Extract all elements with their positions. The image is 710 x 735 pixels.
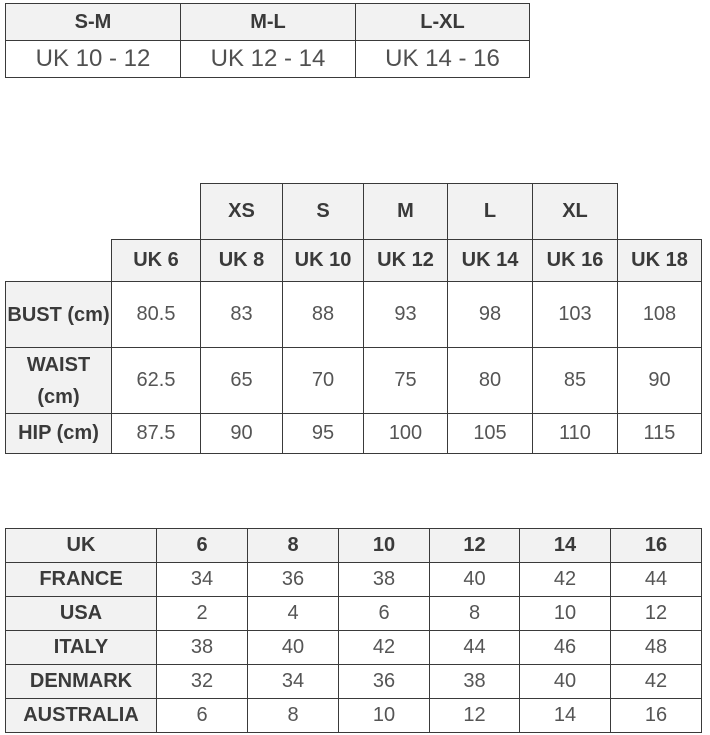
- conversion-value: 44: [430, 631, 520, 665]
- uk-size-header: UK 8: [201, 240, 283, 282]
- waist-value: 85: [533, 348, 618, 414]
- uk-size-header: UK 10: [283, 240, 364, 282]
- letter-size-header: M: [364, 184, 448, 240]
- size-group-uk-range: UK 14 - 16: [356, 41, 530, 78]
- conversion-header-cell: 12: [430, 529, 520, 563]
- hip-value: 90: [201, 414, 283, 454]
- waist-value: 80: [448, 348, 533, 414]
- size-group-uk-row: [6, 41, 530, 78]
- uk-size-header: UK 16: [533, 240, 618, 282]
- conversion-value: 14: [520, 699, 611, 733]
- letter-size-row: [6, 184, 702, 240]
- size-group-uk-range: UK 12 - 14: [181, 41, 356, 78]
- hip-value: 95: [283, 414, 364, 454]
- conversion-value: 2: [157, 597, 248, 631]
- bust-value: 88: [283, 282, 364, 348]
- letter-size-header: XS: [201, 184, 283, 240]
- waist-label: WAIST (cm): [6, 348, 112, 414]
- conversion-value: 36: [248, 563, 339, 597]
- conversion-value: 6: [157, 699, 248, 733]
- uk-size-header: UK 14: [448, 240, 533, 282]
- empty-cell: [6, 240, 112, 282]
- bust-value: 80.5: [112, 282, 201, 348]
- hip-row: [6, 414, 702, 454]
- country-label: AUSTRALIA: [6, 699, 157, 733]
- conversion-value: 44: [611, 563, 702, 597]
- conversion-table: [5, 528, 702, 733]
- hip-value: 100: [364, 414, 448, 454]
- waist-row: [6, 348, 702, 414]
- conversion-value: 34: [248, 665, 339, 699]
- conversion-value: 16: [611, 699, 702, 733]
- letter-size-header: XL: [533, 184, 618, 240]
- conversion-row-usa: [6, 597, 702, 631]
- conversion-value: 34: [157, 563, 248, 597]
- conversion-value: 38: [430, 665, 520, 699]
- conversion-header-row: [6, 529, 702, 563]
- conversion-value: 40: [248, 631, 339, 665]
- conversion-value: 40: [520, 665, 611, 699]
- conversion-value: 12: [430, 699, 520, 733]
- conversion-value: 32: [157, 665, 248, 699]
- country-label: FRANCE: [6, 563, 157, 597]
- conversion-value: 12: [611, 597, 702, 631]
- size-group-uk-range: UK 10 - 12: [6, 41, 181, 78]
- empty-cell: [6, 184, 112, 240]
- country-label: USA: [6, 597, 157, 631]
- measurement-table: [5, 183, 702, 454]
- waist-value: 90: [618, 348, 702, 414]
- conversion-value: 36: [339, 665, 430, 699]
- uk-size-header: UK 12: [364, 240, 448, 282]
- conversion-header-cell: 10: [339, 529, 430, 563]
- conversion-row-australia: [6, 699, 702, 733]
- hip-value: 105: [448, 414, 533, 454]
- conversion-value: 6: [339, 597, 430, 631]
- uk-size-row: [6, 240, 702, 282]
- size-group-header-row: [6, 4, 530, 41]
- conversion-header-cell: 6: [157, 529, 248, 563]
- bust-value: 98: [448, 282, 533, 348]
- empty-cell: [618, 184, 702, 240]
- hip-value: 87.5: [112, 414, 201, 454]
- conversion-row-italy: [6, 631, 702, 665]
- conversion-value: 10: [339, 699, 430, 733]
- hip-value: 110: [533, 414, 618, 454]
- conversion-row-denmark: [6, 665, 702, 699]
- size-group-label: M-L: [181, 4, 356, 41]
- conversion-value: 42: [520, 563, 611, 597]
- hip-label: HIP (cm): [6, 414, 112, 454]
- country-label: DENMARK: [6, 665, 157, 699]
- waist-value: 75: [364, 348, 448, 414]
- waist-value: 62.5: [112, 348, 201, 414]
- conversion-value: 42: [611, 665, 702, 699]
- conversion-value: 8: [248, 699, 339, 733]
- conversion-header-cell: 8: [248, 529, 339, 563]
- uk-size-header: UK 6: [112, 240, 201, 282]
- conversion-value: 4: [248, 597, 339, 631]
- size-group-label: S-M: [6, 4, 181, 41]
- bust-value: 103: [533, 282, 618, 348]
- waist-value: 70: [283, 348, 364, 414]
- conversion-value: 8: [430, 597, 520, 631]
- bust-label: BUST (cm): [6, 282, 112, 348]
- hip-value: 115: [618, 414, 702, 454]
- bust-value: 108: [618, 282, 702, 348]
- conversion-value: 46: [520, 631, 611, 665]
- conversion-value: 40: [430, 563, 520, 597]
- letter-size-header: S: [283, 184, 364, 240]
- size-group-label: L-XL: [356, 4, 530, 41]
- conversion-header-cell: 14: [520, 529, 611, 563]
- conversion-value: 42: [339, 631, 430, 665]
- conversion-value: 48: [611, 631, 702, 665]
- empty-cell: [112, 184, 201, 240]
- bust-row: [6, 282, 702, 348]
- bust-value: 93: [364, 282, 448, 348]
- conversion-value: 38: [339, 563, 430, 597]
- conversion-header-cell: 16: [611, 529, 702, 563]
- conversion-value: 38: [157, 631, 248, 665]
- conversion-value: 10: [520, 597, 611, 631]
- bust-value: 83: [201, 282, 283, 348]
- conversion-row-france: [6, 563, 702, 597]
- uk-size-header: UK 18: [618, 240, 702, 282]
- waist-value: 65: [201, 348, 283, 414]
- size-group-table: [5, 3, 530, 78]
- country-label: ITALY: [6, 631, 157, 665]
- letter-size-header: L: [448, 184, 533, 240]
- conversion-header-cell: UK: [6, 529, 157, 563]
